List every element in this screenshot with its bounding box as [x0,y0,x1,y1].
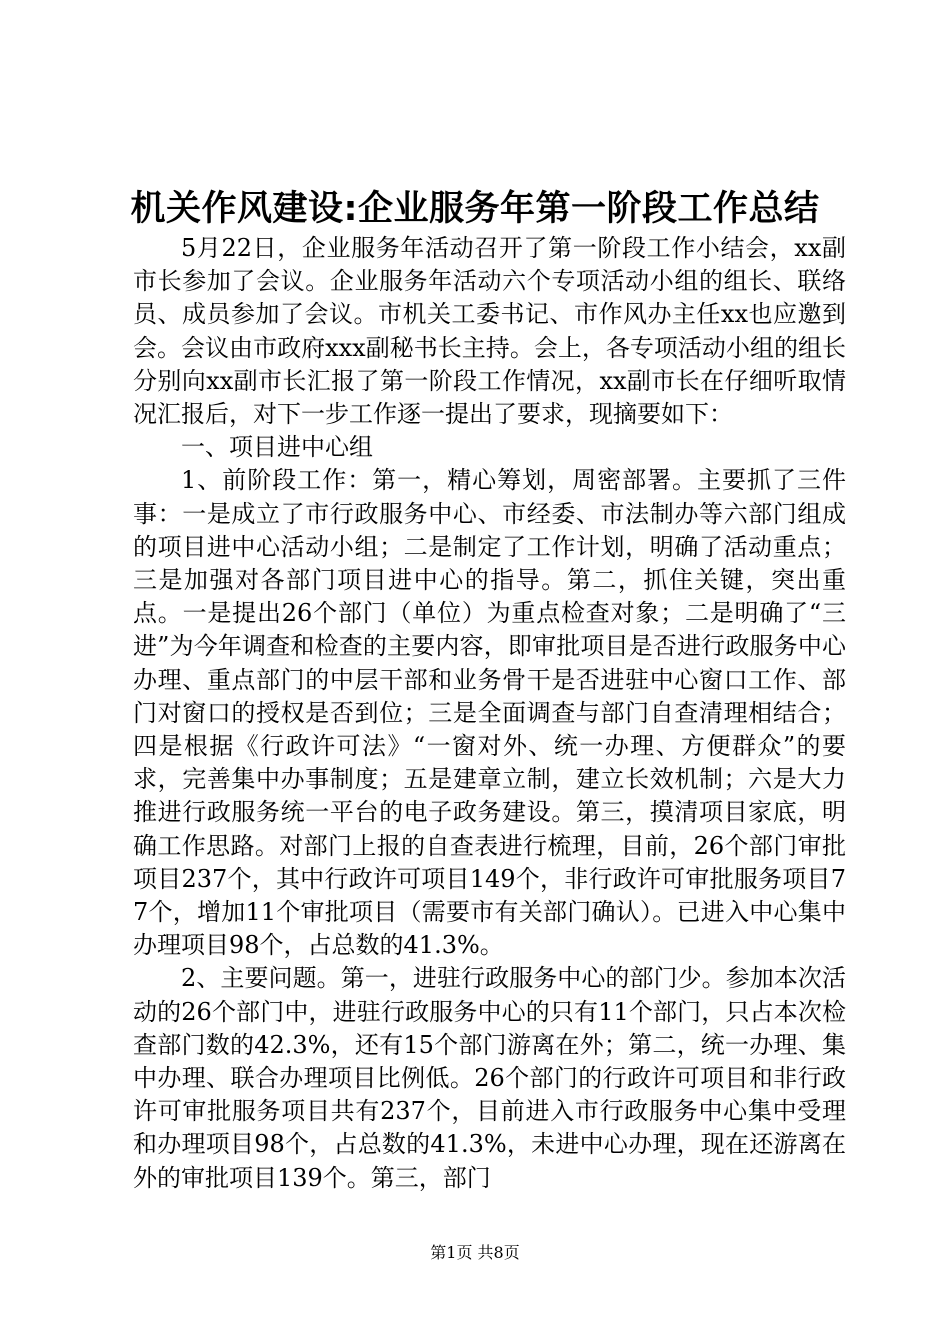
document-body [133,232,846,1195]
document-title: 机关作风建设:企业服务年第一阶段工作总结 [130,189,820,229]
page-footer: 第1页 共8页 [430,1243,520,1262]
paragraph-main-problems: 2、主要问题。第一，进驻行政服务中心的部门少。参加本次活动的26个部门中，进驻行政服务中心的只有11个部门，只占本次检查部门数的42.3%，还有15个部门游离在外；第二，统一办理、集中办理、联合办理项目比例低。26个部门的行政许可项目和非行政许可审批服务项目共有237个，目前进入市行政服务中心集中受理和办理项目98个，占总数的41.3%，未进中心办理，现在还游离在外的审批项目139个。第三，部门 [133,964,846,1192]
paragraph-meeting-intro: 5月22日，企业服务年活动召开了第一阶段工作小结会，xx副市长参加了会议。企业服务年活动六个专项活动小组的组长、联络员、成员参加了会议。市机关工委书记、市作风办主任xx也应邀到会。会议由市政府xxx副秘书长主持。会上，各专项活动小组的组长分别向xx副市长汇报了第一阶段工作情况，xx副市长在仔细听取情况汇报后，对下一步工作逐一提出了要求，现摘要如下： [133,234,846,429]
section-heading-project-center: 一、项目进中心组 [181,433,373,462]
paragraph-previous-work: 1、前阶段工作：第一，精心筹划，周密部署。主要抓了三件事：一是成立了市行政服务中心、市经委、市法制办等六部门组成的项目进中心活动小组；二是制定了工作计划，明确了活动重点；三是加强对各部门项目进中心的指导。第二，抓住关键，突出重点。一是提出26个部门（单位）为重点检查对象；二是明确了“三进”为今年调查和检查的主要内容，即审批项目是否进行政服务中心办理、重点部门的中层干部和业务骨干是否进驻中心窗口工作、部门对窗口的授权是否到位；三是全面调查与部门自查清理相结合；四是根据《行政许可法》“一窗对外、统一办理、方便群众”的要求，完善集中办事制度；五是建章立制，建立长效机制；六是大力推进行政服务统一平台的电子政务建设。第三，摸清项目家底，明确工作思路。对部门上报的自查表进行梳理，目前，26个部门审批项目237个，其中行政许可项目149个，非行政许可审批服务项目77个，增加11个审批项目（需要市有关部门确认）。已进入中心集中办理项目98个，占总数的41.3%。 [133,466,846,960]
